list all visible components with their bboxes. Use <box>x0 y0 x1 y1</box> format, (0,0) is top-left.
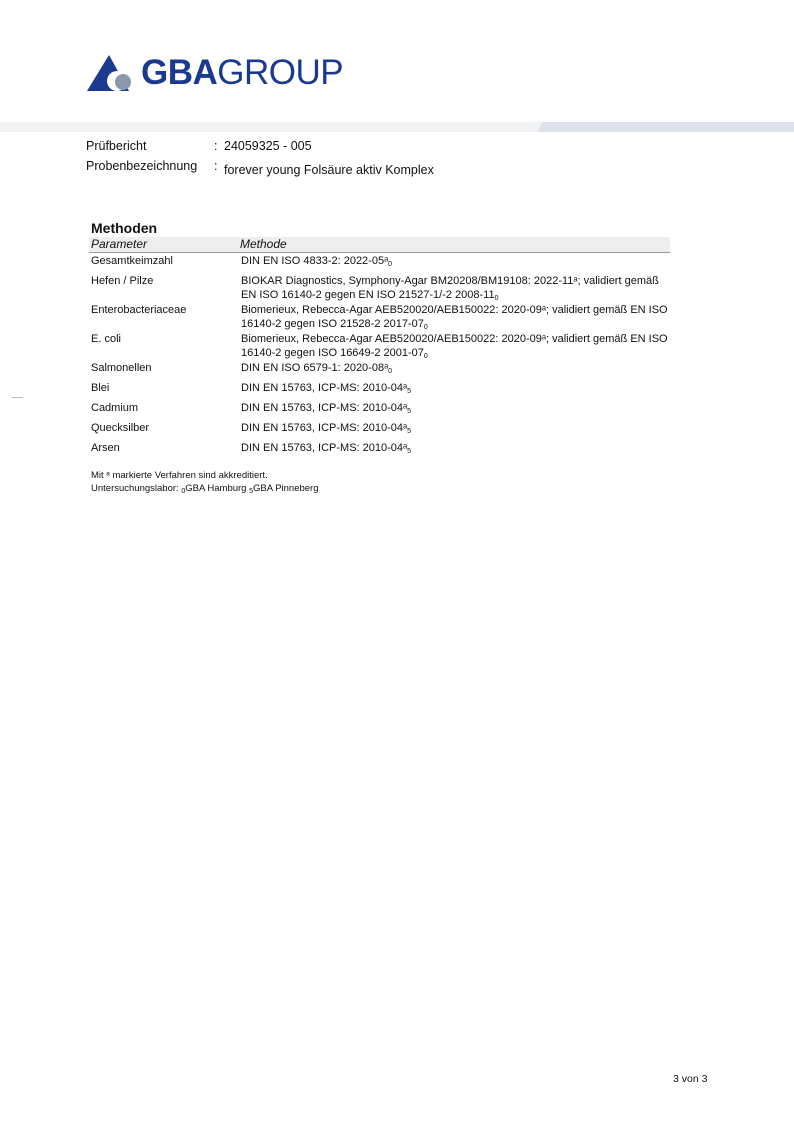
method-text: Biomerieux, Rebecca-Agar AEB520020/AEB150022: 2020-09ᵃ; validiert gemäß EN ISO 16140-2 gegen ISO 21528-2 2017-07 <box>241 304 668 330</box>
method-text: DIN EN 15763, ICP-MS: 2010-04ᵃ <box>241 382 408 394</box>
parameter-cell: Quecksilber <box>91 422 150 434</box>
methods-title: Methoden <box>91 220 158 236</box>
method-text: BIOKAR Diagnostics, Symphony-Agar BM20208/BM19108: 2022-11ᵃ; validiert gemäß EN ISO 16140-2 gegen EN ISO 21527-1/-2 2008-11 <box>241 275 659 301</box>
parameter-cell: Gesamtkeimzahl <box>91 255 173 267</box>
lab2-index: 5 <box>249 488 254 495</box>
method-text: DIN EN ISO 4833-2: 2022-05ᵃ <box>241 255 389 267</box>
parameter-cell: Cadmium <box>91 402 139 414</box>
logo-wordmark <box>141 52 343 94</box>
parameter-cell: Enterobacteriaceae <box>91 304 187 316</box>
sample-name-value: forever young Folsäure aktiv Komplex <box>224 163 434 177</box>
method-cell <box>241 303 671 335</box>
method-text: DIN EN 15763, ICP-MS: 2010-04ᵃ <box>241 402 408 414</box>
method-cell <box>241 421 671 439</box>
lab-index: 0 <box>494 295 499 302</box>
method-text: DIN EN 15763, ICP-MS: 2010-04ᵃ <box>241 422 408 434</box>
lab1-name: GBA Hamburg <box>185 483 247 494</box>
report-number-label: Prüfbericht <box>86 139 147 153</box>
parameter-cell: Blei <box>91 382 110 394</box>
lab-index: 0 <box>388 261 393 268</box>
method-cell <box>241 274 671 306</box>
column-header-parameter: Parameter <box>91 237 148 251</box>
column-header-method: Methode <box>240 237 287 251</box>
lab-index: 0 <box>388 368 393 375</box>
lab-index: 5 <box>407 428 412 435</box>
method-text: Biomerieux, Rebecca-Agar AEB520020/AEB150022: 2020-09ᵃ; validiert gemäß EN ISO 16140-2 gegen ISO 16649-2 2001-07 <box>241 333 668 359</box>
method-text: DIN EN 15763, ICP-MS: 2010-04ᵃ <box>241 442 408 454</box>
method-cell <box>241 441 671 459</box>
report-number-colon: : <box>214 139 218 153</box>
sample-name-label: Probenbezeichnung <box>86 159 198 173</box>
logo-text-group: GROUP <box>217 53 344 92</box>
lab-index: 5 <box>407 448 412 455</box>
header-band <box>0 122 794 132</box>
method-cell <box>241 332 671 364</box>
lab1-index: 0 <box>181 488 186 495</box>
method-cell <box>241 381 671 399</box>
method-text: DIN EN ISO 6579-1: 2020-08ᵃ <box>241 362 389 374</box>
logo-text-gba: GBA <box>141 53 218 92</box>
parameter-cell: Salmonellen <box>91 362 152 374</box>
lab-index: 0 <box>423 324 428 331</box>
lab2-name: GBA Pinneberg <box>253 483 319 494</box>
sample-name-colon: : <box>214 159 218 173</box>
parameter-cell: E. coli <box>91 333 121 345</box>
lab-footnote-label: Untersuchungslabor: <box>91 483 179 494</box>
lab-footnote <box>91 483 319 498</box>
parameter-cell: Arsen <box>91 442 120 454</box>
accreditation-footnote: Mit ᵃ markierte Verfahren sind akkreditiert. <box>91 470 268 481</box>
company-logo <box>87 52 343 94</box>
gba-logo-mark-icon <box>87 53 135 93</box>
margin-mark <box>12 397 23 398</box>
method-cell <box>241 361 671 379</box>
page-number: 3 von 3 <box>673 1073 708 1085</box>
methods-table-header <box>89 237 670 253</box>
method-cell <box>241 254 671 272</box>
lab-index: 0 <box>423 353 428 360</box>
parameter-cell: Hefen / Pilze <box>91 275 154 287</box>
method-cell <box>241 401 671 419</box>
report-number-value: 24059325 - 005 <box>224 139 312 153</box>
lab-index: 5 <box>407 388 412 395</box>
lab-index: 5 <box>407 408 412 415</box>
